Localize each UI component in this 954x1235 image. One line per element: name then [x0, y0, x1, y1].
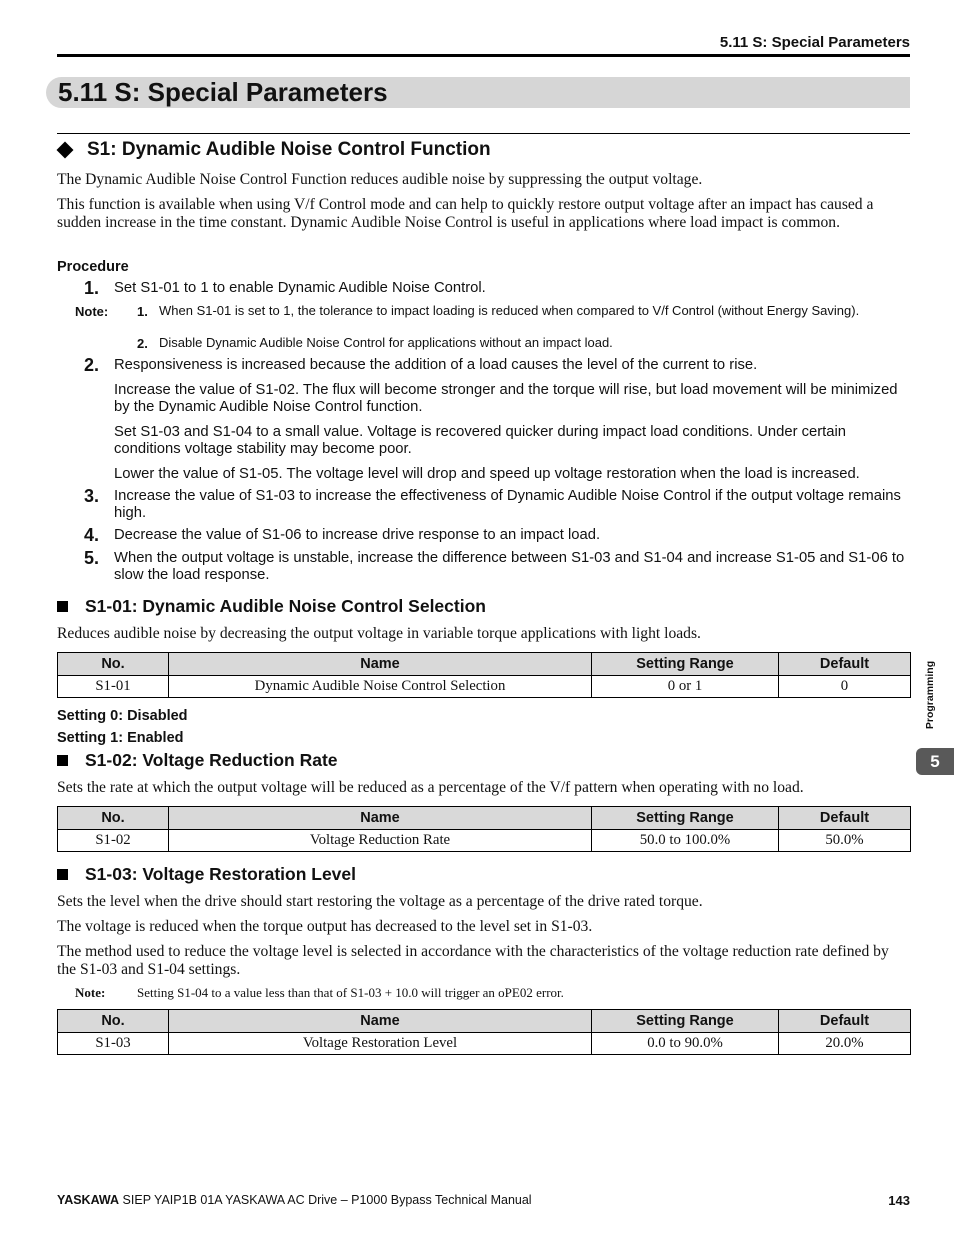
column-header-name: Name — [169, 653, 592, 676]
note-text: Setting S1-04 to a value less than that of S1-03 + 10.0 will trigger an oPE02 error. — [137, 985, 564, 1000]
note-label: Note: — [75, 985, 106, 1000]
s1-03-paragraph: The method used to reduce the voltage level is selected in accordance with the characteristics of the voltage reduction rate defined by the S1-03 and S1-04 settings. — [57, 943, 889, 978]
step-detail-text: Increase the value of S1-02. The flux will become stronger and the torque will rise, but load movement will be minimized by the Dynamic Audible Noise Control function. — [114, 382, 898, 416]
column-header-name: Name — [169, 1010, 592, 1033]
s1-section-heading — [57, 139, 491, 161]
s1-03-paragraph: The voltage is reduced when the torque output has decreased to the level set in S1-03. — [57, 918, 593, 935]
note-item-text: Disable Dynamic Audible Noise Control for applications without an impact load. — [159, 335, 613, 350]
column-header-setting-range: Setting Range — [592, 653, 779, 676]
note-item-number: 1. — [137, 304, 148, 319]
step-number: 5. — [84, 548, 100, 568]
cell-default: 0 — [779, 676, 911, 698]
running-header: 5.11 S: Special Parameters — [719, 34, 910, 51]
square-bullet-icon — [57, 755, 68, 766]
s1-03-heading — [57, 864, 356, 885]
setting-0-label: Setting 0: Disabled — [57, 708, 188, 724]
step-number: 1. — [84, 278, 100, 298]
section-rule — [57, 133, 910, 134]
diamond-bullet-icon — [57, 142, 74, 159]
s1-availability-paragraph: This function is available when using V/f Control mode and can help to quickly restore output voltage after an impact has caused a sudden increase in the time constant. Dynamic Audible Noise Control is useful in applications where load impact is common. — [57, 196, 874, 231]
cell-no: S1-03 — [58, 1033, 169, 1055]
step-text: When the output voltage is unstable, increase the difference between S1-03 and S1-04 and increase S1-05 and S1-06 to slow the load response. — [114, 550, 905, 584]
s1-heading-text: S1: Dynamic Audible Noise Control Function — [87, 139, 491, 160]
column-header-default: Default — [779, 807, 911, 830]
column-header-setting-range: Setting Range — [592, 807, 779, 830]
step-text: Responsiveness is increased because the addition of a load causes the level of the current to rise. — [114, 357, 758, 373]
s1-03-heading-text: S1-03: Voltage Restoration Level — [85, 864, 357, 884]
step-text: Set S1-01 to 1 to enable Dynamic Audible Noise Control. — [114, 280, 486, 296]
s1-02-parameter-table — [57, 806, 911, 852]
cell-setting-range: 50.0 to 100.0% — [592, 830, 779, 852]
column-header-default: Default — [779, 1010, 911, 1033]
s1-02-heading — [57, 750, 338, 771]
step-number: 3. — [84, 486, 100, 506]
cell-name: Voltage Reduction Rate — [169, 830, 592, 852]
cell-no: S1-01 — [58, 676, 169, 698]
cell-name: Voltage Restoration Level — [169, 1033, 592, 1055]
step-text: Increase the value of S1-03 to increase the effectiveness of Dynamic Audible Noise Control if the output voltage remains high. — [114, 488, 901, 522]
cell-name: Dynamic Audible Noise Control Selection — [169, 676, 592, 698]
s1-01-description: Reduces audible noise by decreasing the output voltage in variable torque applications with light loads. — [57, 625, 701, 642]
step-text: Decrease the value of S1-06 to increase drive response to an impact load. — [114, 527, 601, 543]
cell-setting-range: 0 or 1 — [592, 676, 779, 698]
procedure-label: Procedure — [57, 259, 129, 275]
column-header-no: No. — [58, 807, 169, 830]
note-item-number: 2. — [137, 336, 148, 351]
s1-01-heading-text: S1-01: Dynamic Audible Noise Control Selection — [85, 596, 486, 616]
table-row — [58, 830, 911, 852]
side-tab-label-text: Programming — [924, 660, 936, 730]
step-number: 4. — [84, 525, 100, 545]
note-label: Note: — [75, 304, 109, 319]
s1-01-heading — [57, 596, 486, 617]
square-bullet-icon — [57, 601, 68, 612]
s1-03-paragraph: Sets the level when the drive should start restoring the voltage as a percentage of the drive rated torque. — [57, 893, 703, 910]
table-row — [58, 1033, 911, 1055]
table-row — [58, 676, 911, 698]
setting-1-label: Setting 1: Enabled — [57, 730, 184, 746]
square-bullet-icon — [57, 869, 68, 880]
page-title: 5.11 S: Special Parameters — [58, 77, 388, 107]
footer-doc-title: SIEP YAIP1B 01A YASKAWA AC Drive – P1000 Bypass Technical Manual — [122, 1193, 532, 1207]
footer-brand: YASKAWA — [57, 1193, 120, 1207]
column-header-default: Default — [779, 653, 911, 676]
cell-setting-range: 0.0 to 90.0% — [592, 1033, 779, 1055]
s1-01-parameter-table — [57, 652, 911, 698]
column-header-no: No. — [58, 653, 169, 676]
side-tab-label — [916, 655, 944, 735]
note-item-text: When S1-01 is set to 1, the tolerance to impact loading is reduced when compared to V/f Control (without Energy Saving). — [159, 303, 860, 318]
cell-default: 50.0% — [779, 830, 911, 852]
footer-document-info — [57, 1193, 532, 1207]
s1-02-description: Sets the rate at which the output voltage will be reduced as a percentage of the V/f pattern when operating with no load. — [57, 779, 804, 796]
column-header-name: Name — [169, 807, 592, 830]
s1-intro-paragraph: The Dynamic Audible Noise Control Function reduces audible noise by suppressing the output voltage. — [57, 171, 703, 188]
header-rule — [57, 54, 910, 57]
step-number: 2. — [84, 355, 100, 375]
step-detail-text: Lower the value of S1-05. The voltage level will drop and speed up voltage restoration when the load is increased. — [114, 466, 860, 482]
cell-no: S1-02 — [58, 830, 169, 852]
s1-03-parameter-table — [57, 1009, 911, 1055]
cell-default: 20.0% — [779, 1033, 911, 1055]
column-header-no: No. — [58, 1010, 169, 1033]
column-header-setting-range: Setting Range — [592, 1010, 779, 1033]
page-number: 143 — [888, 1193, 910, 1208]
step-detail-text: Set S1-03 and S1-04 to a small value. Voltage is recovered quicker during impact load conditions. Under certain conditions voltage stability may become poor. — [114, 424, 847, 458]
s1-02-heading-text: S1-02: Voltage Reduction Rate — [85, 750, 338, 770]
chapter-tab: 5 — [916, 748, 954, 775]
